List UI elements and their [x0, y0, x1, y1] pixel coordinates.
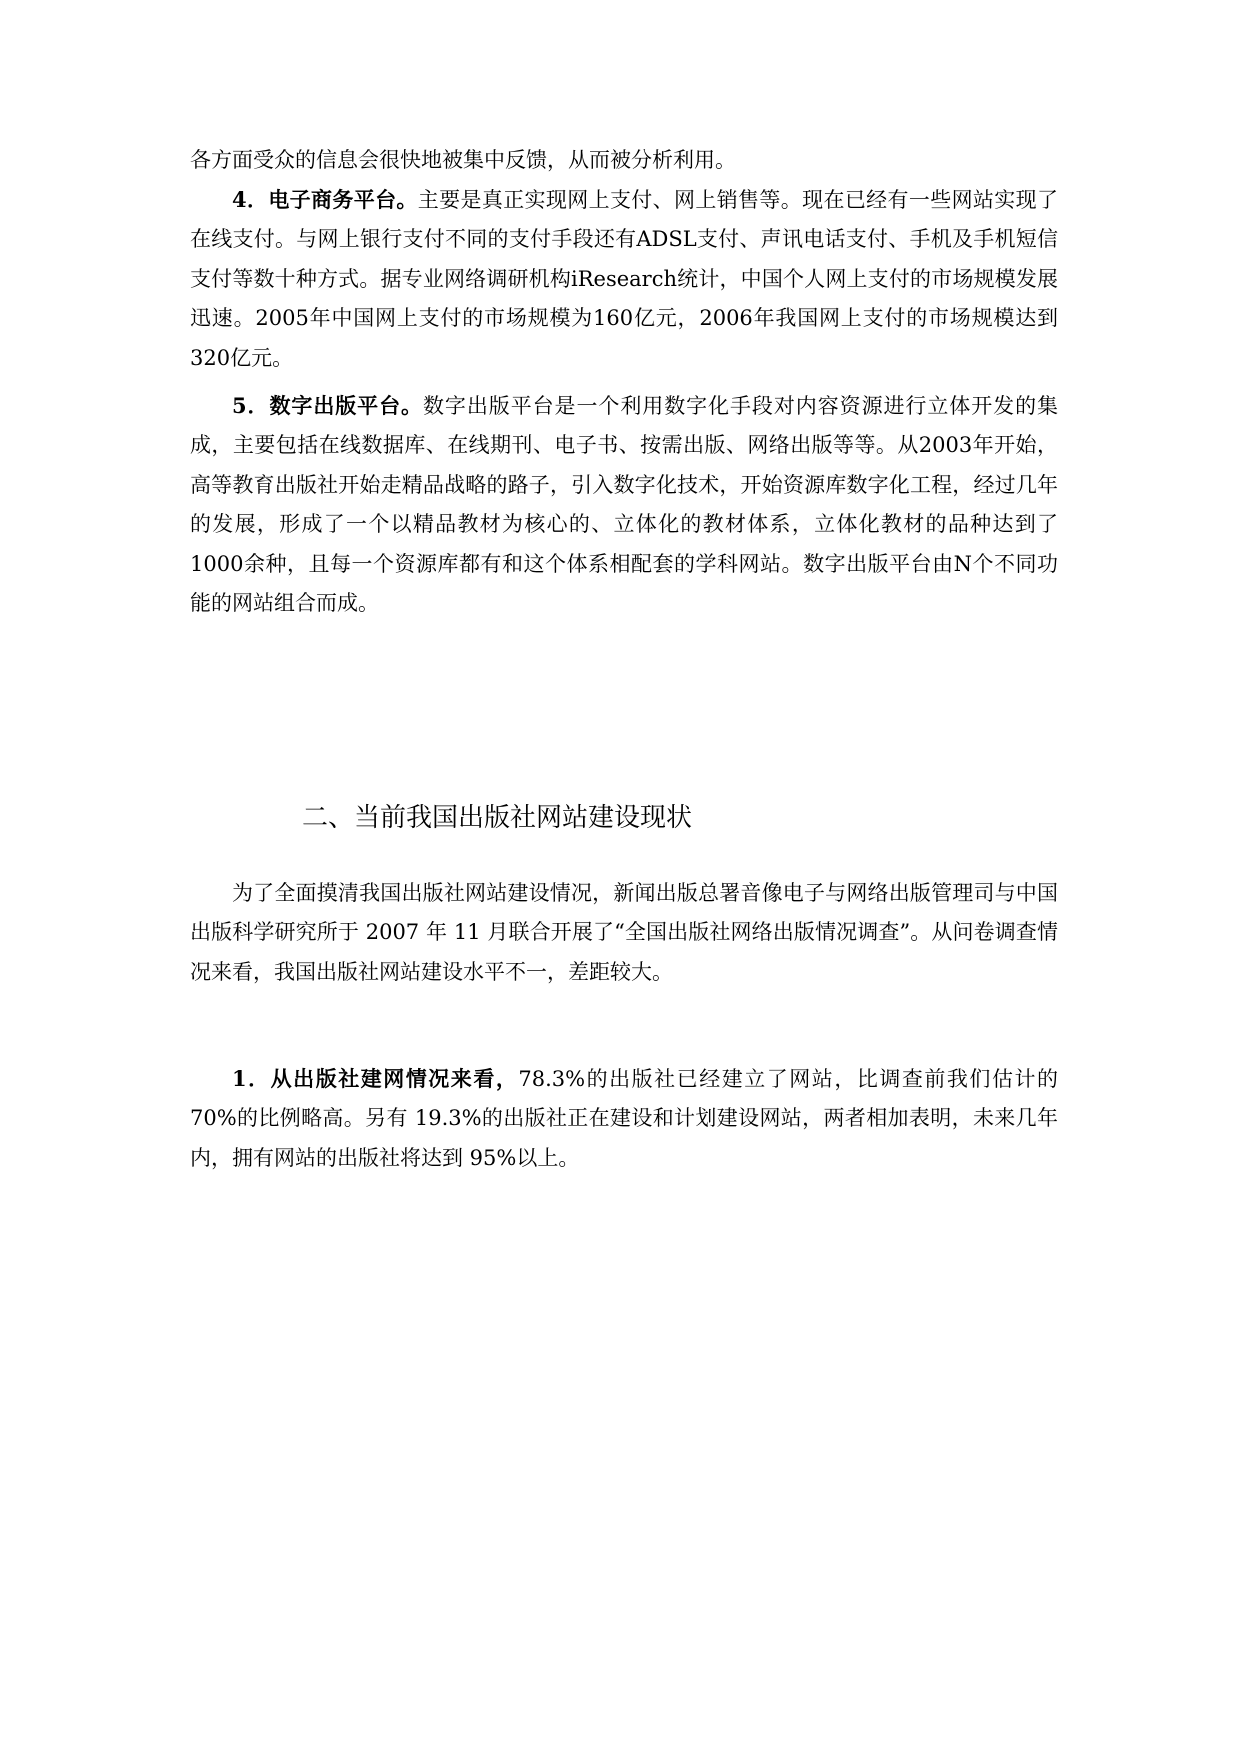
item-1-paragraph	[190, 1059, 1058, 1178]
item-5-lead: 5．数字出版平台。	[232, 393, 423, 418]
item-1-body: 78.3%的出版社已经建立了网站，比调查前我们估计的 70%的比例略高。另有 19.3%的出版社正在建设和计划建设网站，两者相加表明，未来几年内，拥有网站的出版社将达到 95%以上。	[190, 1067, 1058, 1170]
intro-text: 为了全面摸清我国出版社网站建设情况，新闻出版总署音像电子与网络出版管理司与中国出版科学研究所于 2007 年 11 月联合开展了“全国出版社网络出版情况调查”。从问卷调查情况来看，我国出版社网站建设水平不一，差距较大。	[190, 881, 1058, 984]
item-5-paragraph	[190, 386, 1058, 623]
intro-paragraph	[190, 874, 1058, 992]
item-5-body: 数字出版平台是一个利用数字化手段对内容资源进行立体开发的集成，主要包括在线数据库、在线期刊、电子书、按需出版、网络出版等等。从2003年开始，高等教育出版社开始走精品战略的路子，引入数字化技术，开始资源库数字化工程，经过几年的发展，形成了一个以精品教材为核心的、立体化的教材体系，立体化教材的品种达到了1000余种，且每一个资源库都有和这个体系相配套的学科网站。数字出版平台由N个不同功能的网站组合而成。	[190, 394, 1058, 616]
item-1-lead: 1．从出版社建网情况来看，	[232, 1066, 519, 1091]
continuation-text: 各方面受众的信息会很快地被集中反馈，从而被分析利用。	[190, 148, 736, 172]
item-4-paragraph	[190, 180, 1058, 378]
item-4-body: 主要是真正实现网上支付、网上销售等。现在已经有一些网站实现了在线支付。与网上银行支付不同的支付手段还有ADSL支付、声讯电话支付、手机及手机短信支付等数十种方式。据专业网络调研机构iResearch统计，中国个人网上支付的市场规模发展迅速。2005年中国网上支付的市场规模为160亿元，2006年我国网上支付的市场规模达到320亿元。	[190, 188, 1058, 370]
item-4-lead: 4．电子商务平台。	[232, 187, 418, 212]
section-heading: 二、当前我国出版社网站建设现状	[302, 803, 693, 833]
continuation-paragraph	[190, 141, 1058, 180]
